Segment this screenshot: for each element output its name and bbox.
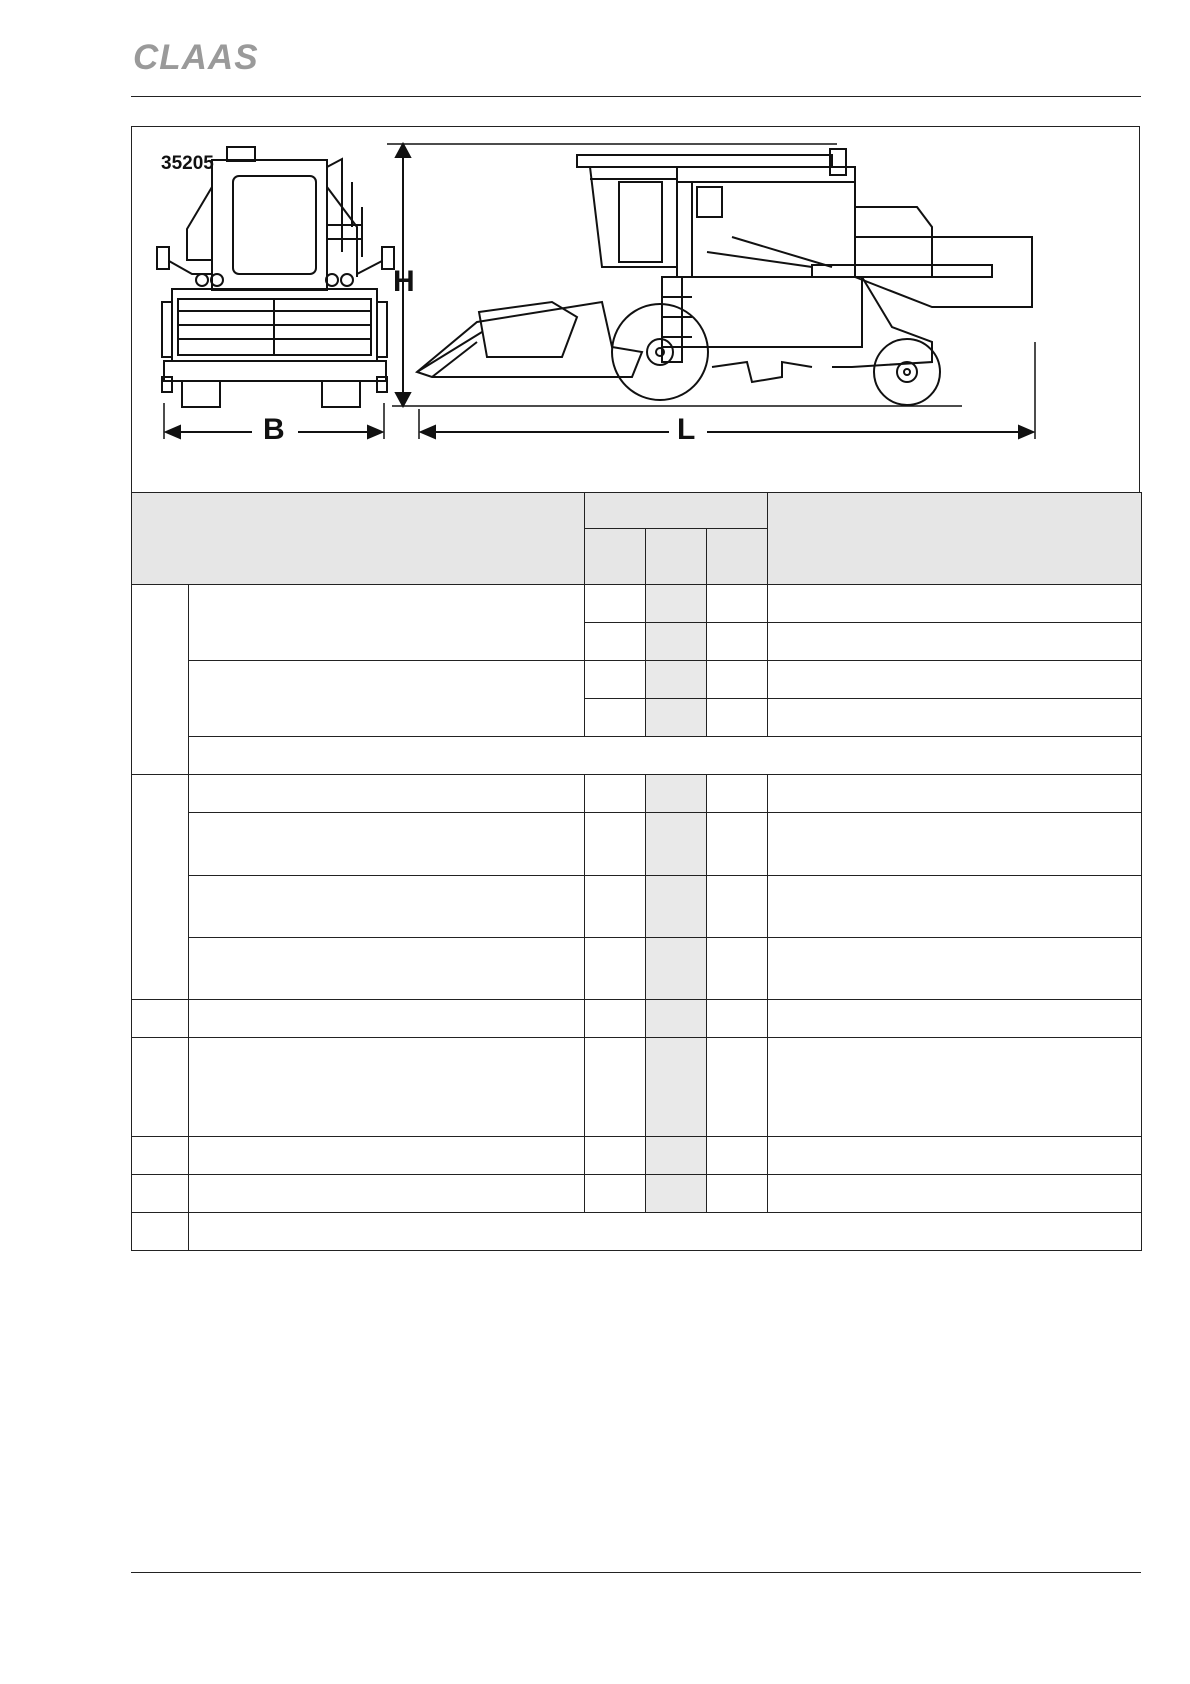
value-cell: [707, 623, 768, 661]
row-label-cell: [132, 1175, 189, 1213]
value-cell: [707, 699, 768, 737]
remarks-cell: [768, 585, 1142, 623]
value-cell: [646, 1000, 707, 1038]
machine-dimensions-figure: [131, 126, 1140, 492]
remarks-cell: [768, 623, 1142, 661]
header-divider: [131, 96, 1141, 97]
value-cell: [646, 938, 707, 1000]
side-cab-roof: [577, 155, 832, 167]
remarks-cell: [768, 1038, 1142, 1137]
value-cell: [585, 775, 646, 813]
value-cell: [585, 1038, 646, 1137]
header-cell-remarks: [768, 493, 1142, 585]
figure-number: 35205: [161, 153, 214, 174]
front-cab: [212, 160, 327, 290]
header-subcell: [646, 529, 707, 585]
row-label-cell: [132, 1000, 189, 1038]
description-cell: [189, 1175, 585, 1213]
value-cell: [707, 775, 768, 813]
value-cell: [646, 623, 707, 661]
value-cell: [585, 1175, 646, 1213]
value-cell: [585, 623, 646, 661]
value-cell: [585, 661, 646, 699]
value-cell: [585, 1137, 646, 1175]
remarks-cell: [768, 699, 1142, 737]
remarks-cell: [768, 1175, 1142, 1213]
value-cell: [646, 775, 707, 813]
value-cell: [646, 661, 707, 699]
row-label-cell: [132, 1137, 189, 1175]
logo-wordmark: CLAAS: [133, 40, 259, 74]
description-cell: [189, 661, 585, 737]
value-cell: [585, 699, 646, 737]
value-cell: [707, 1175, 768, 1213]
description-cell: [189, 876, 585, 938]
remarks-cell: [768, 775, 1142, 813]
row-label-cell: [132, 585, 189, 775]
rear-body: [855, 237, 1032, 307]
description-cell: [189, 775, 585, 813]
description-cell: [189, 585, 585, 661]
note-cell: [189, 1213, 1142, 1251]
description-cell: [189, 1038, 585, 1137]
value-cell: [707, 1000, 768, 1038]
value-cell: [585, 876, 646, 938]
front-left-wheel: [182, 381, 220, 407]
remarks-cell: [768, 813, 1142, 876]
value-cell: [707, 813, 768, 876]
remarks-cell: [768, 1137, 1142, 1175]
description-cell: [189, 813, 585, 876]
side-rear-wheel: [874, 339, 940, 405]
value-cell: [646, 1038, 707, 1137]
remarks-cell: [768, 938, 1142, 1000]
row-label-cell: [132, 775, 189, 1000]
height-label: H: [393, 265, 415, 298]
length-label: L: [677, 413, 696, 446]
value-cell: [585, 938, 646, 1000]
header-subcell: [585, 529, 646, 585]
description-cell: [189, 938, 585, 1000]
value-cell: [585, 585, 646, 623]
value-cell: [707, 1038, 768, 1137]
header-cell-description: [132, 493, 585, 585]
claas-logo: [131, 40, 281, 74]
row-label-cell: [132, 1213, 189, 1251]
value-cell: [707, 661, 768, 699]
remarks-cell: [768, 876, 1142, 938]
value-cell: [646, 813, 707, 876]
value-cell: [707, 585, 768, 623]
remarks-cell: [768, 661, 1142, 699]
value-cell: [707, 1137, 768, 1175]
value-cell: [646, 585, 707, 623]
row-label-cell: [132, 1038, 189, 1137]
description-cell: [189, 1137, 585, 1175]
value-cell: [585, 1000, 646, 1038]
remarks-cell: [768, 1000, 1142, 1038]
specifications-table: [131, 492, 1142, 1251]
width-label: B: [263, 413, 285, 446]
description-cell: [189, 1000, 585, 1038]
side-front-wheel: [612, 304, 708, 400]
value-cell: [646, 699, 707, 737]
front-right-wheel: [322, 381, 360, 407]
value-cell: [646, 876, 707, 938]
header-subcell: [707, 529, 768, 585]
value-cell: [646, 1175, 707, 1213]
value-cell: [707, 938, 768, 1000]
note-cell: [189, 737, 1142, 775]
value-cell: [707, 876, 768, 938]
unloading-auger: [812, 265, 992, 277]
value-cell: [585, 813, 646, 876]
side-header: [417, 302, 642, 377]
value-cell: [646, 1137, 707, 1175]
header-cell-group: [585, 493, 768, 529]
footer-divider: [131, 1572, 1141, 1573]
